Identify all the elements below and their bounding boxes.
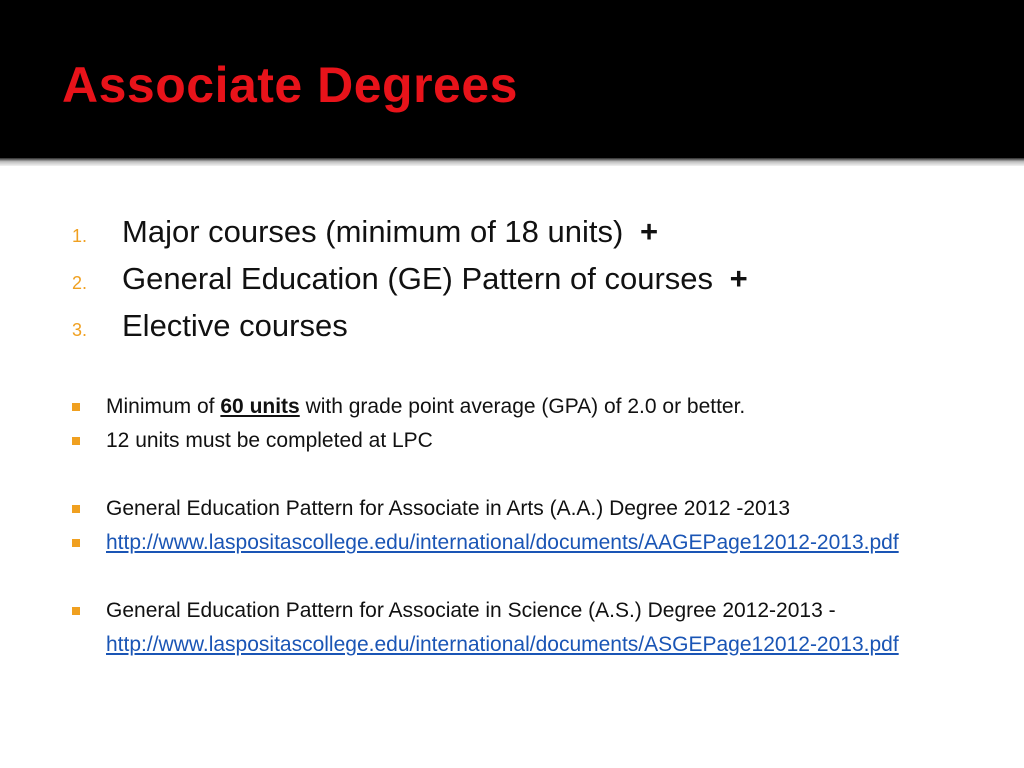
bullet-aa-pattern — [72, 492, 972, 526]
square-bullet-icon — [72, 424, 106, 458]
bullet-list — [72, 390, 972, 662]
bullet-aa-link — [72, 526, 972, 560]
numbered-item — [72, 214, 748, 261]
square-bullet-icon — [72, 390, 106, 424]
item-label: Elective courses — [122, 308, 348, 343]
bullet-minimum-units — [72, 390, 972, 424]
numbered-item-text — [122, 308, 348, 344]
bullet-text — [106, 594, 966, 662]
bullet-lpc — [72, 424, 972, 458]
text-fragment: Minimum of — [106, 395, 215, 418]
bullet-text — [106, 390, 966, 424]
square-bullet-icon — [72, 594, 106, 662]
bullet-text: General Education Pattern for Associate in Arts (A.A.) Degree 2012 -2013 — [106, 497, 791, 520]
aa-pdf-link[interactable]: http://www.laspositascollege.edu/international/documents/AAGEPage12012-2013.pdf — [106, 531, 899, 554]
bullet-text — [106, 526, 966, 560]
numbered-item — [72, 261, 748, 308]
spacer — [72, 560, 972, 594]
plus-sign: + — [729, 261, 748, 296]
number-marker: 2. — [72, 273, 88, 293]
bullet-as-pattern — [72, 594, 972, 662]
numbered-item-text — [122, 214, 658, 250]
as-pdf-link[interactable]: http://www.laspositascollege.edu/international/documents/ASGEPage12012-2013.pdf — [106, 633, 899, 656]
plus-sign: + — [639, 214, 659, 249]
numbered-item — [72, 308, 748, 355]
item-label: Major courses (minimum of 18 units) — [122, 214, 624, 249]
slide-title: Associate Degrees — [62, 57, 518, 113]
item-label: General Education (GE) Pattern of courses — [122, 261, 714, 296]
square-bullet-icon — [72, 526, 106, 560]
spacer — [72, 458, 972, 492]
title-bar — [0, 0, 1024, 158]
text-fragment: with grade point average (GPA) of 2.0 or better. — [305, 395, 746, 418]
text-fragment: General Education Pattern for Associate in Science (A.S.) Degree 2012-2013 - — [106, 599, 836, 622]
slide-content — [0, 166, 1024, 768]
number-marker: 3. — [72, 320, 88, 340]
number-marker: 1. — [72, 226, 88, 246]
bullet-text: 12 units must be completed at LPC — [106, 429, 433, 452]
title-divider — [0, 158, 1024, 166]
highlight-units: 60 units — [220, 395, 300, 418]
numbered-list — [72, 214, 748, 355]
square-bullet-icon — [72, 492, 106, 526]
numbered-item-text — [122, 261, 748, 297]
